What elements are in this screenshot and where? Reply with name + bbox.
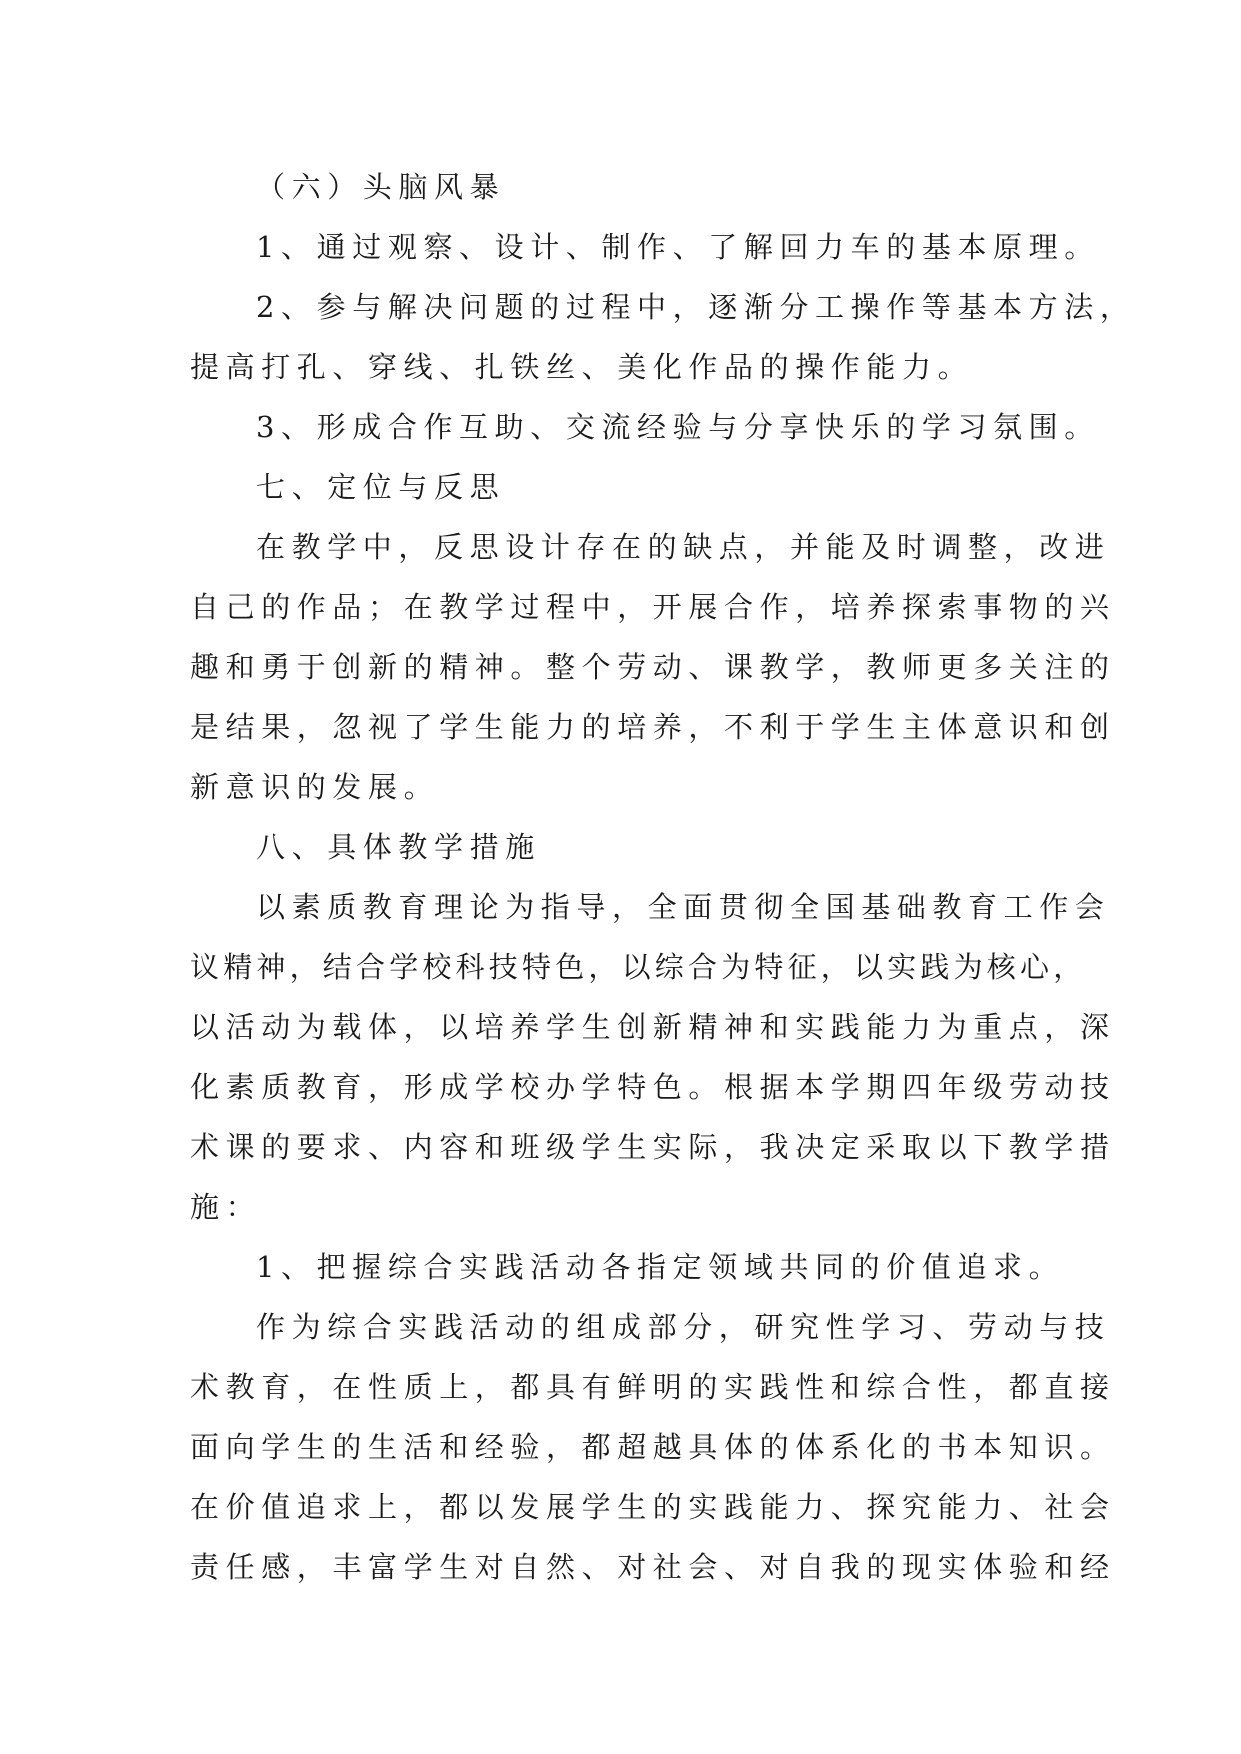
document-body [190, 157, 1136, 1597]
paragraph-line: 术课的要求、内容和班级学生实际，我决定采取以下教学措 [190, 1130, 1116, 1164]
paragraph-line: 在教学中，反思设计存在的缺点，并能及时调整，改进 [256, 530, 1111, 564]
list-item-2-line-2: 提高打孔、穿线、扎铁丝、美化作品的操作能力。 [190, 350, 974, 384]
section-heading-brainstorm: （六）头脑风暴 [256, 170, 506, 204]
paragraph-line: 以活动为载体，以培养学生创新精神和实践能力为重点，深 [190, 1010, 1116, 1044]
list-item-2-line-1: 2、参与解决问题的过程中，逐渐分工操作等基本方法， [256, 290, 1136, 324]
list-item-3: 3、形成合作互助、交流经验与分享快乐的学习氛围。 [256, 410, 1100, 444]
paragraph-line: 化素质教育，形成学校办学特色。根据本学期四年级劳动技 [190, 1070, 1116, 1104]
paragraph-line: 在价值追求上，都以发展学生的实践能力、探究能力、社会 [190, 1490, 1116, 1524]
paragraph-line: 新意识的发展。 [190, 770, 440, 804]
paragraph-line: 责任感，丰富学生对自然、对社会、对自我的现实体验和经 [190, 1550, 1116, 1584]
paragraph-line: 自己的作品；在教学过程中，开展合作，培养探索事物的兴 [190, 590, 1116, 624]
paragraph-line: 以素质教育理论为指导，全面贯彻全国基础教育工作会 [256, 890, 1111, 924]
list-item-grasp-values: 1、把握综合实践活动各指定领域共同的价值追求。 [256, 1250, 1065, 1284]
paragraph-line: 面向学生的生活和经验，都超越具体的体系化的书本知识。 [190, 1430, 1116, 1464]
paragraph-line: 术教育，在性质上，都具有鲜明的实践性和综合性，都直接 [190, 1370, 1116, 1404]
list-item-1: 1、通过观察、设计、制作、了解回力车的基本原理。 [256, 230, 1100, 264]
paragraph-line: 作为综合实践活动的组成部分，研究性学习、劳动与技 [256, 1310, 1111, 1344]
paragraph-line: 是结果，忽视了学生能力的培养，不利于学生主体意识和创 [190, 710, 1116, 744]
paragraph-line: 趣和勇于创新的精神。整个劳动、课教学，教师更多关注的 [190, 650, 1116, 684]
section-heading-reflection: 七、定位与反思 [256, 470, 506, 504]
section-heading-measures: 八、具体教学措施 [256, 830, 541, 864]
paragraph-line: 议精神，结合学校科技特色，以综合为特征，以实践为核心， [190, 950, 1087, 984]
paragraph-line: 施： [190, 1190, 262, 1224]
